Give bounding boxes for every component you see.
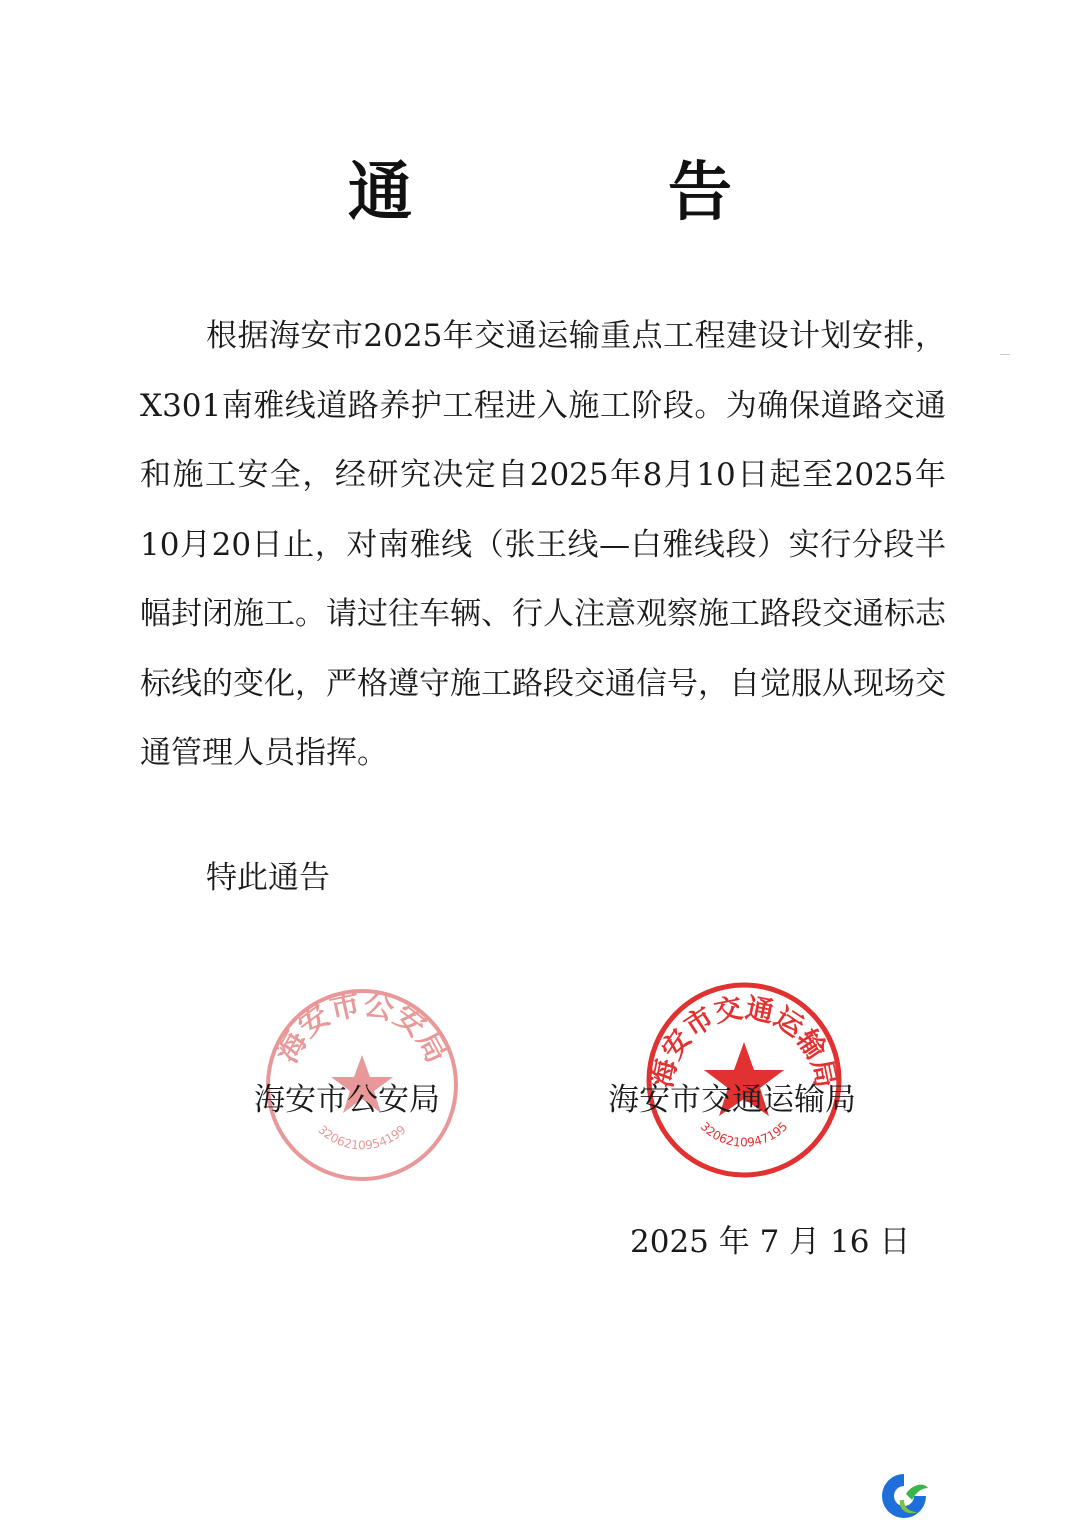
- notice-closing: 特此通告: [206, 860, 330, 896]
- seal-left-text: 海安市公安局: [269, 987, 455, 1069]
- seal-right-code: 3206210947195: [697, 1119, 791, 1150]
- notice-title: 通 告: [348, 156, 828, 230]
- scan-mark: [1000, 354, 1010, 361]
- issuer-police-bureau: 海安市公安局: [254, 1082, 440, 1118]
- seal-left-code: 3206210954199: [315, 1122, 409, 1153]
- seal-right-text: 海安市交通运输局: [645, 991, 843, 1091]
- app-logo-icon: [876, 1470, 932, 1520]
- issuer-transport-bureau: 海安市交通运输局: [608, 1082, 856, 1118]
- notice-date: 2025 年 7 月 16 日: [630, 1224, 911, 1260]
- notice-body: 根据海安市2025年交通运输重点工程建设计划安排，X301南雅线道路养护工程进入施工阶段。为确保道路交通和施工安全，经研究决定自2025年8月10日起至2025年10月20日止，对南雅线（张王线—白雅线段）实行分段半幅封闭施工。请过往车辆、行人注意观察施工路段交通标志标线的变化，严格遵守施工路段交通信号，自觉服从现场交通管理人员指挥。: [140, 318, 946, 771]
